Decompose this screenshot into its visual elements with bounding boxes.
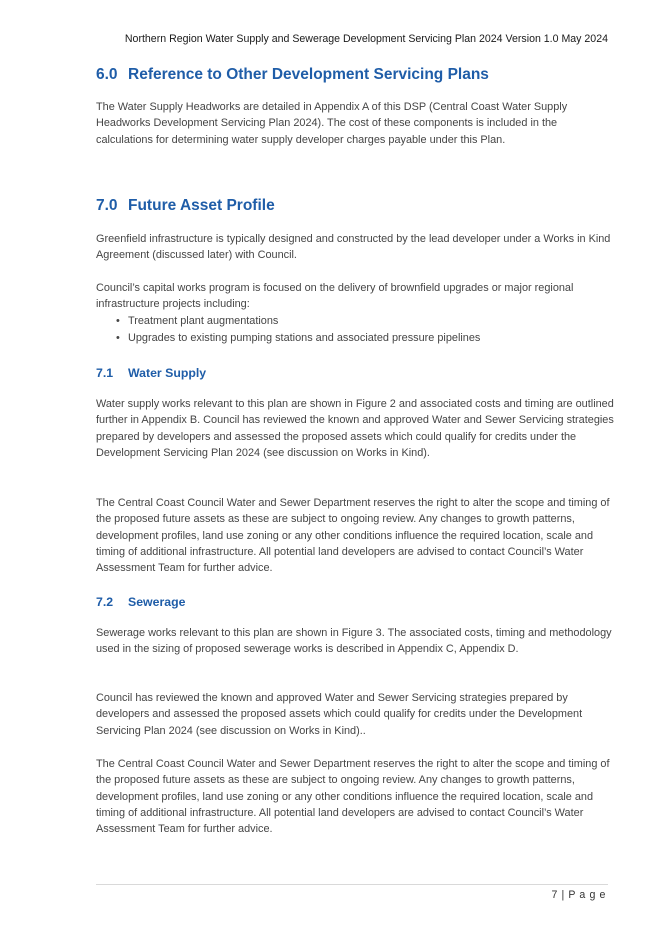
heading-title: Reference to Other Development Servicing Plans: [128, 66, 489, 83]
paragraph: Water supply works relevant to this plan are shown in Figure 2 and associated costs and timing are outlined further in Appendix B. Council has reviewed the known and approved Water and Sewer Servicing strategies prepared by developers and assessed the proposed assets which could qualify for credits under the Development Servicing Plan 2024 (see discussion on Works in Kind).: [96, 398, 614, 459]
heading-number: 6.0: [96, 66, 118, 83]
heading-number: 7.0: [96, 197, 118, 214]
heading-title: Sewerage: [128, 595, 186, 609]
bullet-icon: •: [116, 331, 120, 344]
running-header: Northern Region Water Supply and Sewerage Development Servicing Plan 2024 Version 1.0 May 2024: [124, 33, 608, 45]
paragraph: Council’s capital works program is focused on the delivery of brownfield upgrades or major regional infrastructure projects including:: [96, 282, 574, 311]
heading-number: 7.1: [96, 366, 114, 380]
heading-title: Water Supply: [128, 366, 207, 380]
heading-section-7: [96, 197, 275, 215]
paragraph: The Central Coast Council Water and Sewer Department reserves the right to alter the scope and timing of the proposed future assets as these are subject to ongoing review. Any changes to growth patterns, development profiles, land use zoning or any other conditions influence the required location, scale and timing of additional infrastructure. All potential land developers are advised to contact Council’s Water Assessment Team for further advice.: [96, 497, 610, 575]
list-item: • Upgrades to existing pumping stations and associated pressure pipelines: [116, 330, 480, 347]
heading-section-6: [96, 66, 489, 84]
paragraph: The Central Coast Council Water and Sewer Department reserves the right to alter the scope and timing of the proposed future assets as these are subject to ongoing review. Any changes to growth patterns, development profiles, land use zoning or any other conditions influence the required location, scale and timing of additional infrastructure. All potential land developers are advised to contact Council’s Water Assessment Team for further advice.: [96, 758, 610, 836]
heading-section-7-1: [96, 366, 206, 380]
paragraph: Greenfield infrastructure is typically designed and constructed by the lead developer under a Works in Kind Agreement (discussed later) with Council.: [96, 233, 611, 262]
heading-section-7-2: [96, 595, 185, 609]
footer-divider: [96, 884, 608, 885]
bullet-icon: •: [116, 315, 120, 327]
paragraph: The Water Supply Headworks are detailed in Appendix A of this DSP (Central Coast Water Supply Headworks Development Servicing Plan 2024). The cost of these components is included in the calculations for determining water supply developer charges payable under this Plan.: [96, 101, 568, 146]
page-number: 7 | P a g e: [551, 889, 606, 901]
paragraph: Sewerage works relevant to this plan are shown in Figure 3. The associated costs, timing and methodology used in the sizing of proposed sewerage works is described in Appendix C, Appendix D.: [96, 627, 612, 656]
heading-number: 7.2: [96, 595, 114, 609]
paragraph: Council has reviewed the known and approved Water and Sewer Servicing strategies prepared by developers and assessed the proposed assets which could qualify for credits under the Development Servicing Plan 2024 (see discussion on Works in Kind)..: [96, 692, 583, 737]
list-item: • Treatment plant augmentations: [116, 313, 480, 330]
bullet-list: [116, 313, 480, 346]
heading-title: Future Asset Profile: [128, 197, 275, 214]
